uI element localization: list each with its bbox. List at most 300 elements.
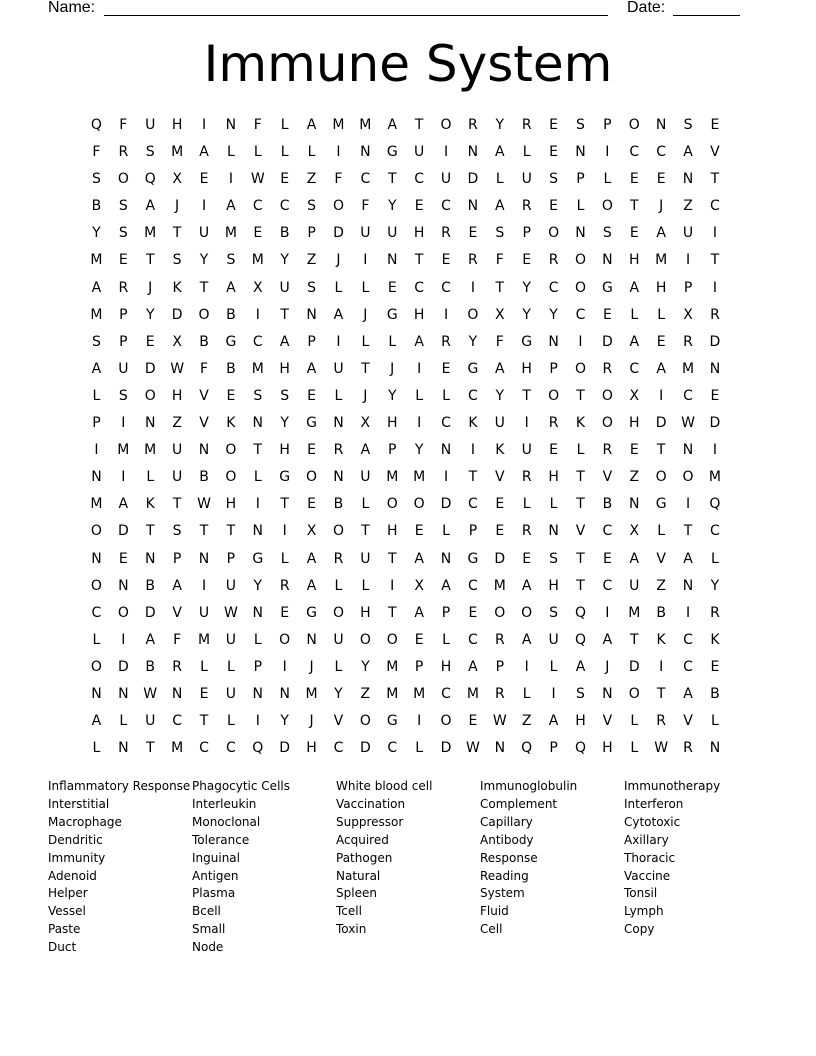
grid-letter: L (522, 685, 531, 702)
grid-letter: F (495, 333, 504, 350)
grid-letter: N (467, 198, 479, 215)
grid-letter: R (521, 469, 532, 486)
grid-letter: M (251, 252, 264, 269)
grid-letter: O (117, 171, 129, 188)
word-item: Toxin (336, 922, 367, 937)
grid-letter: F (253, 117, 262, 133)
grid-letter: Y (522, 279, 531, 296)
word-item: Duct (48, 940, 77, 955)
grid-letter: I (336, 333, 341, 350)
grid-letter: A (226, 279, 236, 296)
grid-letter: C (360, 171, 371, 188)
grid-letter: E (441, 360, 451, 377)
grid-letter: T (576, 550, 585, 567)
grid-letter: S (172, 252, 182, 269)
grid-letter: I (470, 279, 475, 296)
grid-letter: R (521, 523, 532, 540)
grid-letter: E (387, 279, 397, 296)
grid-letter: N (252, 604, 264, 621)
grid-letter: O (655, 469, 667, 486)
grid-letter: L (92, 387, 101, 404)
grid-letter: I (390, 577, 395, 594)
grid-letter: H (279, 360, 290, 377)
grid-letter: U (682, 225, 694, 242)
grid-letter: U (333, 360, 344, 377)
word-item: Spleen (336, 886, 377, 901)
grid-letter: U (225, 685, 237, 702)
word-item: System (480, 886, 525, 901)
grid-letter: T (280, 306, 289, 323)
grid-letter: T (253, 442, 263, 459)
word-item: Monoclonal (192, 814, 261, 829)
grid-letter: Y (145, 306, 155, 323)
grid-letter: T (629, 631, 639, 648)
grid-letter: R (468, 252, 478, 269)
grid-letter: F (119, 117, 128, 133)
grid-letter: H (413, 306, 425, 323)
grid-letter: E (710, 387, 720, 404)
grid-letter: R (710, 604, 720, 621)
word-item: Cell (480, 922, 503, 937)
grid-letter: Y (710, 577, 720, 594)
grid-letter: M (708, 469, 721, 486)
grid-letter: L (576, 198, 585, 215)
grid-letter: V (710, 144, 720, 161)
grid-letter: C (548, 279, 559, 296)
grid-letter: D (333, 225, 344, 242)
grid-letter: O (332, 523, 344, 540)
grid-letter: E (549, 442, 559, 459)
grid-letter: X (306, 523, 317, 540)
grid-letter: C (468, 496, 478, 513)
grid-letter: R (683, 740, 693, 757)
grid-letter: A (629, 279, 640, 296)
name-blank-line[interactable] (104, 15, 608, 16)
grid-letter: J (605, 658, 610, 675)
grid-letter: Q (521, 740, 533, 757)
grid-letter: I (121, 631, 126, 648)
grid-letter: S (576, 117, 585, 133)
grid-letter: N (440, 442, 452, 459)
grid-letter: M (144, 442, 157, 459)
grid-letter: M (224, 225, 237, 242)
grid-letter: L (711, 713, 719, 730)
grid-letter: E (656, 171, 666, 188)
grid-letter: H (171, 387, 183, 404)
grid-letter: I (712, 225, 717, 242)
grid-letter: S (280, 387, 290, 404)
grid-letter: P (92, 415, 101, 432)
grid-letter: N (91, 550, 102, 567)
grid-letter: F (361, 198, 370, 215)
grid-letter: K (468, 415, 478, 432)
grid-letter: A (629, 333, 640, 350)
grid-letter: I (336, 144, 341, 161)
word-item: Helper (48, 886, 88, 901)
grid-letter: L (307, 144, 316, 161)
grid-letter: Z (683, 198, 693, 215)
grid-letter: Z (656, 577, 666, 594)
grid-letter: A (333, 306, 344, 323)
grid-letter: R (441, 225, 451, 242)
grid-letter: C (710, 523, 720, 540)
grid-letter: U (171, 442, 183, 459)
grid-letter: L (92, 631, 101, 648)
grid-letter: H (548, 577, 559, 594)
grid-letter: T (361, 523, 370, 540)
grid-letter: N (252, 523, 264, 540)
grid-letter: L (334, 279, 343, 296)
grid-letter: J (363, 306, 368, 323)
grid-letter: V (575, 523, 586, 540)
grid-letter: T (414, 117, 424, 133)
grid-letter: I (605, 604, 610, 621)
grid-letter: Y (280, 252, 289, 269)
word-item: Adenoid (48, 868, 97, 883)
grid-letter: M (305, 685, 318, 702)
grid-letter: U (279, 279, 290, 296)
grid-letter: L (226, 144, 235, 161)
grid-letter: R (333, 442, 344, 459)
grid-letter: I (121, 415, 126, 432)
grid-letter: L (253, 144, 262, 161)
grid-letter: E (468, 604, 478, 621)
grid-letter: B (333, 496, 344, 513)
grid-letter: Y (387, 387, 397, 404)
grid-letter: N (387, 252, 398, 269)
grid-letter: L (361, 496, 370, 513)
grid-letter: O (467, 306, 479, 323)
grid-letter: A (226, 198, 236, 215)
grid-letter: N (548, 333, 559, 350)
grid-letter: T (226, 523, 236, 540)
grid-letter: E (629, 442, 639, 459)
grid-letter: S (549, 604, 559, 621)
grid-letter: M (386, 658, 399, 675)
grid-letter: T (361, 360, 370, 377)
grid-letter: S (253, 387, 263, 404)
grid-letter: T (710, 171, 720, 188)
grid-letter: S (145, 144, 155, 161)
grid-letter: I (443, 306, 449, 323)
grid-letter: D (279, 740, 291, 757)
grid-letter: G (521, 333, 533, 350)
grid-letter: L (495, 171, 504, 188)
grid-letter: I (524, 415, 529, 432)
grid-letter: E (468, 713, 478, 730)
grid-letter: N (682, 442, 694, 459)
grid-letter: P (603, 117, 612, 133)
grid-letter: H (628, 252, 640, 269)
grid-letter: N (575, 144, 586, 161)
word-search-grid (83, 112, 728, 762)
grid-letter: E (199, 685, 209, 702)
grid-letter: L (442, 387, 450, 404)
grid-letter: N (602, 685, 613, 702)
word-item: Copy (624, 922, 655, 937)
grid-letter: E (468, 225, 478, 242)
grid-letter: M (332, 117, 345, 133)
grid-letter: N (629, 496, 640, 513)
grid-letter: E (656, 333, 666, 350)
grid-letter: C (602, 577, 613, 594)
grid-letter: A (145, 631, 156, 648)
grid-letter: B (199, 469, 209, 486)
grid-letter: Q (709, 496, 721, 513)
grid-letter: A (387, 117, 398, 133)
grid-letter: Z (306, 252, 317, 269)
grid-letter: N (548, 523, 559, 540)
grid-letter: X (360, 415, 371, 432)
grid-letter: Y (199, 252, 209, 269)
grid-letter: W (492, 713, 507, 730)
word-item: Dendritic (48, 832, 103, 847)
grid-letter: S (576, 685, 585, 702)
grid-letter: C (387, 740, 398, 757)
grid-letter: O (494, 604, 506, 621)
grid-letter: A (91, 279, 102, 296)
grid-letter: L (630, 740, 639, 757)
grid-letter: K (172, 279, 182, 296)
grid-letter: F (334, 171, 343, 188)
grid-letter: Y (387, 198, 397, 215)
grid-letter: D (709, 415, 721, 432)
grid-letter: E (495, 523, 505, 540)
grid-letter: L (415, 387, 424, 404)
grid-letter: J (309, 713, 314, 730)
grid-letter: T (656, 685, 666, 702)
grid-letter: N (91, 685, 102, 702)
grid-letter: Z (521, 713, 532, 730)
grid-letter: U (548, 631, 559, 648)
grid-letter: S (172, 523, 182, 540)
grid-letter: F (199, 360, 209, 377)
grid-letter: T (280, 496, 289, 513)
grid-letter: N (118, 740, 129, 757)
grid-letter: O (548, 387, 560, 404)
grid-letter: N (144, 415, 156, 432)
grid-letter: Y (495, 387, 505, 404)
grid-letter: E (710, 117, 720, 133)
grid-letter: L (549, 658, 558, 675)
grid-letter: G (386, 306, 398, 323)
grid-letter: R (172, 658, 182, 675)
grid-letter: L (92, 740, 101, 757)
grid-letter: I (255, 496, 260, 513)
grid-letter: G (467, 550, 479, 567)
grid-letter: E (307, 496, 316, 513)
grid-letter: N (252, 415, 264, 432)
grid-letter: C (441, 279, 451, 296)
grid-letter: V (199, 415, 209, 432)
word-item: Antibody (480, 832, 534, 847)
grid-letter: A (306, 577, 317, 594)
grid-letter: J (390, 360, 395, 377)
grid-letter: M (359, 117, 372, 133)
grid-letter: A (548, 713, 559, 730)
grid-letter: M (197, 631, 211, 648)
grid-letter: D (628, 658, 640, 675)
grid-letter: N (467, 144, 479, 161)
grid-letter: L (334, 658, 343, 675)
grid-letter: P (549, 360, 558, 377)
grid-letter: J (363, 387, 368, 404)
grid-letter: A (279, 333, 290, 350)
grid-letter: A (656, 225, 666, 242)
grid-letter: D (655, 415, 667, 432)
name-label: Name: (48, 0, 96, 16)
grid-letter: E (280, 604, 290, 621)
grid-letter: E (145, 333, 155, 350)
grid-letter: O (386, 631, 398, 648)
grid-letter: H (440, 658, 452, 675)
grid-letter: L (253, 469, 262, 486)
grid-letter: R (548, 415, 559, 432)
grid-letter: D (171, 306, 183, 323)
grid-letter: N (91, 469, 102, 486)
grid-letter: G (655, 496, 667, 513)
grid-letter: E (549, 144, 559, 161)
word-item: Cytotoxic (624, 814, 681, 829)
grid-letter: L (711, 550, 719, 567)
grid-letter: D (117, 658, 129, 675)
grid-letter: W (250, 171, 265, 188)
word-item: Tonsil (624, 886, 658, 901)
grid-letter: K (710, 631, 720, 648)
grid-letter: B (226, 360, 236, 377)
word-column (48, 778, 192, 957)
date-blank-line[interactable] (673, 15, 740, 16)
grid-letter: C (252, 198, 263, 215)
grid-letter: L (119, 713, 128, 730)
grid-letter: V (602, 469, 613, 486)
grid-letter: T (495, 279, 505, 296)
grid-letter: X (495, 306, 505, 323)
grid-letter: L (334, 577, 343, 594)
grid-letter: G (279, 469, 291, 486)
grid-letter: C (683, 631, 693, 648)
grid-letter: V (199, 387, 209, 404)
grid-letter: H (360, 604, 371, 621)
grid-letter: A (306, 117, 317, 133)
grid-letter: G (467, 360, 479, 377)
grid-letter: Q (144, 171, 156, 188)
grid-letter: P (307, 225, 316, 242)
grid-letter: Y (495, 117, 505, 133)
grid-letter: A (683, 685, 693, 702)
grid-letter: D (144, 604, 156, 621)
grid-letter: R (118, 144, 129, 161)
grid-letter: O (574, 252, 586, 269)
grid-letter: I (443, 144, 449, 161)
grid-letter: O (574, 360, 586, 377)
grid-letter: R (683, 333, 693, 350)
grid-letter: Y (522, 306, 531, 323)
grid-letter: E (280, 171, 290, 188)
grid-letter: E (441, 252, 451, 269)
word-item: Acquired (336, 832, 389, 847)
grid-letter: Q (252, 740, 264, 757)
grid-letter: E (629, 225, 639, 242)
grid-letter: H (602, 740, 613, 757)
grid-letter: E (629, 171, 639, 188)
grid-letter: S (92, 171, 101, 188)
grid-letter: C (656, 144, 667, 161)
grid-letter: B (602, 496, 613, 513)
grid-letter: D (601, 333, 613, 350)
grid-letter: Z (360, 685, 371, 702)
grid-letter: N (575, 225, 586, 242)
grid-letter: L (576, 442, 585, 459)
grid-letter: T (145, 740, 155, 757)
grid-letter: V (333, 713, 344, 730)
grid-letter: C (172, 713, 182, 730)
grid-letter: C (441, 685, 451, 702)
grid-letter: L (388, 333, 397, 350)
grid-letter: N (171, 685, 183, 702)
grid-letter: I (712, 442, 717, 459)
grid-letter: U (171, 469, 183, 486)
grid-letter: U (198, 604, 210, 621)
grid-letter: R (494, 631, 505, 648)
grid-letter: A (118, 496, 129, 513)
grid-letter: C (683, 387, 693, 404)
grid-letter: X (252, 279, 263, 296)
grid-letter: L (146, 469, 155, 486)
grid-letter: T (710, 252, 720, 269)
grid-letter: P (119, 306, 128, 323)
grid-letter: O (225, 442, 237, 459)
grid-letter: G (252, 550, 264, 567)
grid-letter: I (282, 658, 287, 675)
grid-letter: F (495, 252, 504, 269)
grid-letter: T (576, 496, 585, 513)
grid-letter: S (683, 117, 693, 133)
grid-letter: E (307, 442, 316, 459)
grid-letter: U (629, 577, 640, 594)
grid-letter: O (359, 631, 371, 648)
grid-letter: D (117, 523, 129, 540)
grid-letter: A (495, 360, 505, 377)
grid-letter: W (197, 496, 211, 513)
grid-letter: A (441, 577, 451, 594)
grid-letter: P (441, 604, 451, 621)
grid-letter: E (602, 550, 612, 567)
grid-letter: T (172, 496, 182, 513)
grid-letter: D (440, 496, 452, 513)
word-item: White blood cell (336, 779, 433, 793)
grid-letter: H (171, 117, 183, 133)
grid-letter: C (414, 171, 425, 188)
grid-letter: T (629, 198, 639, 215)
grid-letter: R (710, 306, 720, 323)
grid-letter: I (659, 658, 664, 675)
grid-letter: S (307, 198, 317, 215)
grid-letter: L (415, 740, 424, 757)
grid-letter: R (468, 117, 478, 133)
grid-letter: M (90, 252, 103, 269)
word-item: Natural (336, 868, 381, 883)
grid-letter: T (387, 550, 397, 567)
grid-letter: L (226, 658, 235, 675)
grid-letter: C (91, 604, 102, 621)
grid-letter: A (602, 631, 613, 648)
grid-letter: T (172, 225, 182, 242)
grid-letter: C (199, 740, 209, 757)
grid-letter: I (417, 360, 422, 377)
grid-letter: A (521, 577, 532, 594)
grid-letter: X (172, 171, 182, 188)
